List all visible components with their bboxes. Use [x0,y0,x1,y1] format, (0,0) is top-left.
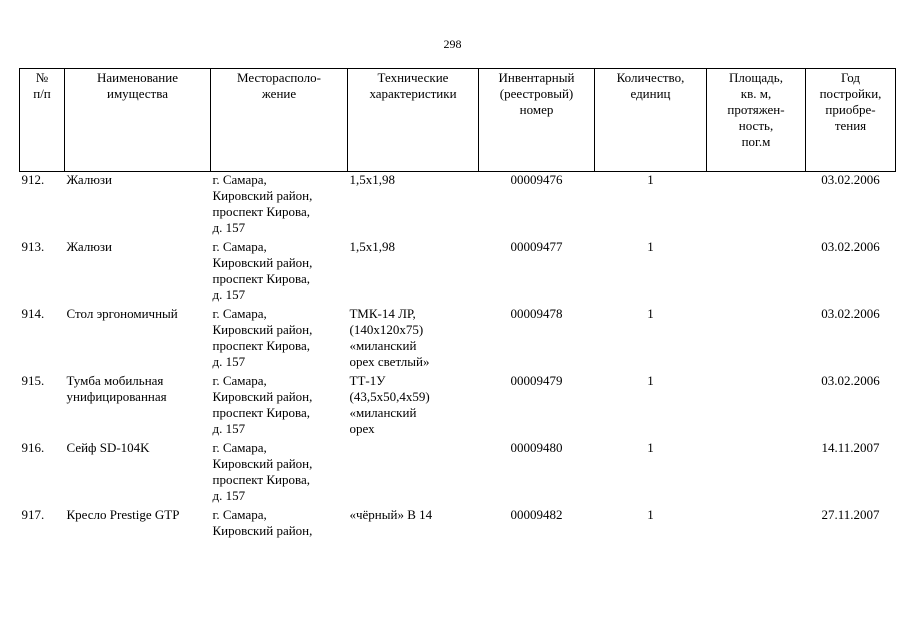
cell-name: Тумба мобильная унифицированная [66,373,167,404]
table-row [20,239,896,306]
cell-quantity: 1 [647,507,654,522]
cell-quantity: 1 [647,239,654,254]
table-row [20,507,896,560]
header-area: Площадь, кв. м, протяжен- ность, пог.м [707,69,806,172]
table-body [20,172,896,561]
cell-inventory: 00009480 [510,440,563,455]
cell-num: 913. [21,239,45,254]
cell-inventory: 00009479 [510,373,563,388]
cell-area [707,172,806,240]
cell-name: Сейф SD-104K [66,440,150,455]
table-row [20,440,896,507]
cell-name: Жалюзи [66,172,112,187]
cell-year: 14.11.2007 [821,440,880,455]
cell-year: 27.11.2007 [821,507,880,522]
cell-area [707,239,806,306]
cell-location: г. Самара, Кировский район, проспект Кирова, д. 157 [212,172,313,235]
table-row [20,306,896,373]
cell-quantity: 1 [647,440,654,455]
cell-num: 914. [21,306,45,321]
cell-name: Стол эргономичный [66,306,178,321]
header-num: № п/п [20,69,65,172]
header-year: Год постройки, приобре- тения [806,69,896,172]
cell-tech: «чёрный» В 14 [349,507,433,522]
cell-location: г. Самара, Кировский район, [212,507,313,538]
cell-tech: ТТ-1У (43,5х50,4х59) «миланский орех [349,373,430,436]
cell-year: 03.02.2006 [821,239,880,254]
cell-area [707,507,806,560]
cell-num: 912. [21,172,45,187]
cell-inventory: 00009476 [510,172,563,187]
cell-tech: 1,5х1,98 [349,239,395,254]
cell-tech: 1,5х1,98 [349,172,395,187]
cell-name: Кресло Prestige GTP [66,507,180,522]
cell-name: Жалюзи [66,239,112,254]
cell-tech: ТМК-14 ЛР, (140х120х75) «миланский орех светлый» [349,306,430,369]
header-name: Наименование имущества [65,69,211,172]
header-tech: Технические характеристики [348,69,479,172]
header-quantity: Количество, единиц [595,69,707,172]
cell-year: 03.02.2006 [821,306,880,321]
header-location: Месторасполо- жение [211,69,348,172]
cell-tech [348,440,479,507]
property-register-table [19,68,896,560]
header-inventory: Инвентарный (реестровый) номер [479,69,595,172]
cell-num: 917. [21,507,45,522]
cell-year: 03.02.2006 [821,373,880,388]
cell-quantity: 1 [647,306,654,321]
table-header-row [20,69,896,172]
cell-area [707,306,806,373]
cell-quantity: 1 [647,172,654,187]
cell-location: г. Самара, Кировский район, проспект Кирова, д. 157 [212,440,313,503]
table-row [20,172,896,240]
table-row [20,373,896,440]
cell-inventory: 00009478 [510,306,563,321]
cell-location: г. Самара, Кировский район, проспект Кирова, д. 157 [212,306,313,369]
cell-location: г. Самара, Кировский район, проспект Кирова, д. 157 [212,373,313,436]
cell-num: 915. [21,373,45,388]
cell-area [707,440,806,507]
cell-area [707,373,806,440]
cell-location: г. Самара, Кировский район, проспект Кирова, д. 157 [212,239,313,302]
cell-inventory: 00009477 [510,239,563,254]
cell-num: 916. [21,440,45,455]
cell-year: 03.02.2006 [821,172,880,187]
cell-quantity: 1 [647,373,654,388]
cell-inventory: 00009482 [510,507,563,522]
page-number: 298 [443,37,462,51]
